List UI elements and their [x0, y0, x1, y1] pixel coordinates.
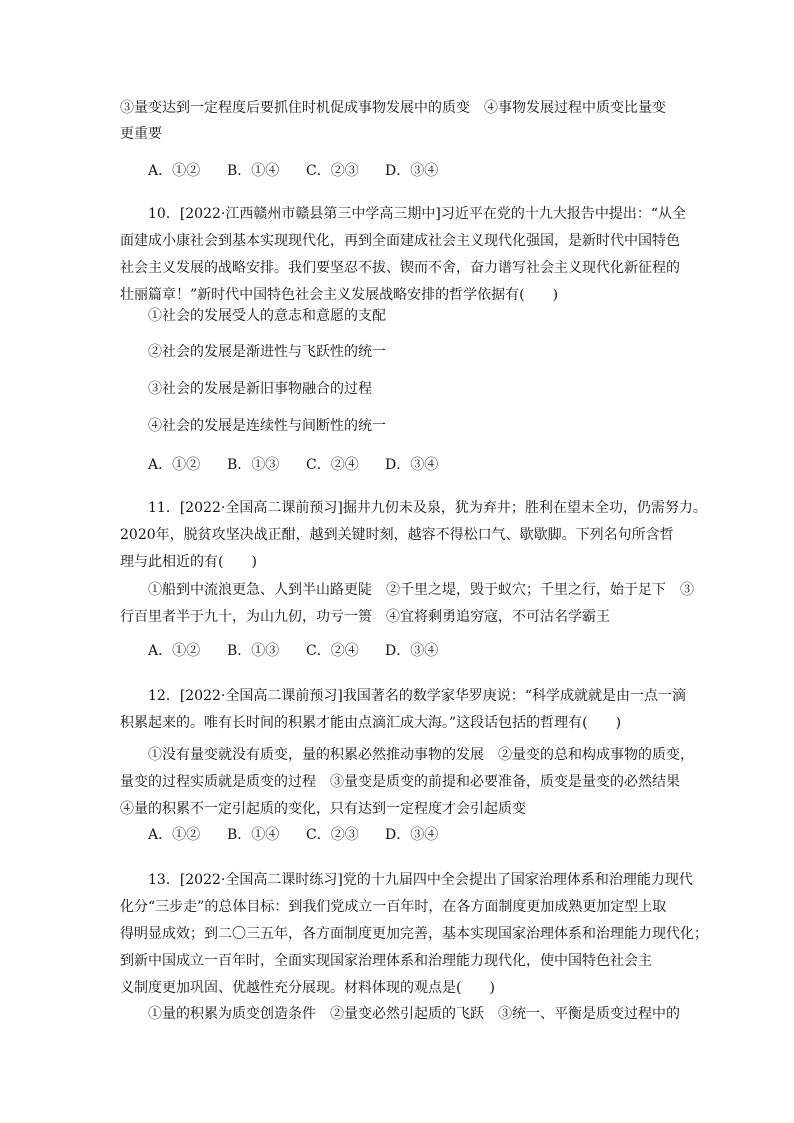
question-12 — [120, 686, 686, 733]
question-stem-line: 到新中国成立一百年时，全面实现国家治理体系和治理能力现代化，使中国特色社会主 — [120, 953, 652, 969]
question-stem-line: 13．[2022·全国高二课时练习]党的十九届四中全会提出了国家治理体系和治理能力现代 — [148, 872, 693, 888]
answer-option-d[interactable]: D．③④ — [385, 457, 439, 473]
answer-option-a[interactable]: A．①② — [148, 643, 201, 659]
statement-4: ④社会的发展是连续性与间断性的统一 — [148, 418, 386, 434]
answer-option-a[interactable]: A．①② — [148, 163, 201, 179]
answer-option-c[interactable]: C．②③ — [306, 827, 359, 843]
statements-11 — [120, 580, 694, 627]
question-stem-line: 义制度更加巩固、优越性充分展现。材料体现的观点是( ) — [120, 980, 495, 996]
question-stem-line: 面建成小康社会到基本实现现代化，再到全面建成社会主义现代化强国，是新时代中国特色 — [120, 233, 680, 249]
answer-option-b[interactable]: B．①③ — [227, 643, 280, 659]
answer-option-d[interactable]: D．③④ — [385, 163, 439, 179]
statement-line: ①船到中流浪更急、人到半山路更陡 ②千里之堤，毁于蚁穴；千里之行，始于足下 ③ — [148, 582, 694, 598]
statement-line: ①量的积累为质变创造条件 ②量变必然引起质的飞跃 ③统一、平衡是质变过程中的 — [148, 1006, 680, 1022]
question-stem-line: 壮丽篇章！”新时代中国特色社会主义发展战略安排的哲学依据有( ) — [120, 287, 559, 303]
answer-options — [148, 454, 464, 474]
answer-option-b[interactable]: B．①④ — [227, 163, 280, 179]
statement-3: ③社会的发展是新旧事物融合的过程 — [148, 381, 372, 397]
text-line: ③量变达到一定程度后要抓住时机促成事物发展中的质变 ④事物发展过程中质变比量变 — [120, 100, 666, 116]
question-stem-line: 12．[2022·全国高二课前预习]我国著名的数学家华罗庚说：“科学成就就是由一点一滴 — [148, 688, 686, 704]
question-stem-line: 理与此相近的有( ) — [120, 554, 257, 570]
question-stem-line: 得明显成效；到二〇三五年，各方面制度更加完善，基本实现国家治理体系和治理能力现代化； — [120, 926, 708, 942]
answer-option-c[interactable]: C．②③ — [306, 163, 359, 179]
question-stem-line: 11．[2022·全国高二课前预习]掘井九仞未及泉，犹为弃井；胜利在望未全功，仍需努力。 — [148, 500, 707, 516]
answer-option-b[interactable]: B．①③ — [227, 457, 280, 473]
question-stem-line: 化分“三步走”的总体目标：到我们党成立一百年时，在各方面制度更加成熟更加定型上取 — [120, 899, 667, 915]
answer-option-c[interactable]: C．②④ — [306, 643, 359, 659]
statement-line: 行百里者半于九十，为山九仞，功亏一篑 ④宜将剩勇追穷寇，不可沽名学霸王 — [120, 609, 610, 625]
question-stem-line: 积累起来的。唯有长时间的积累才能由点滴汇成大海。”这段话包括的哲理有( ) — [120, 715, 622, 731]
question-10 — [120, 204, 686, 305]
option-text-continued — [120, 98, 666, 144]
statement-line: ①没有量变就没有质变，量的积累必然推动事物的发展 ②量变的总和构成事物的质变， — [148, 747, 694, 763]
answer-option-d[interactable]: D．③④ — [385, 827, 439, 843]
statements-12 — [120, 745, 694, 819]
statement-line: 量变的过程实质就是质变的过程 ③量变是质变的前提和必要准备，质变是量变的必然结果 — [120, 774, 680, 790]
answer-option-c[interactable]: C．②④ — [306, 457, 359, 473]
question-13 — [120, 870, 708, 998]
statement-1: ①社会的发展受人的意志和意愿的支配 — [148, 308, 386, 324]
question-stem-line: 2020年，脱贫攻坚决战正酣，越到关键时刻，越容不得松口气、歇歇脚。下列名句所含哲 — [120, 527, 674, 543]
answer-option-d[interactable]: D．③④ — [385, 643, 439, 659]
question-stem-line: 10．[2022·江西赣州市赣县第三中学高三期中]习近平在党的十九大报告中提出：“从全 — [148, 206, 686, 222]
statement-line: ④量的积累不一定引起质的变化，只有达到一定程度才会引起质变 — [120, 801, 526, 817]
question-stem-line: 社会主义发展的战略安排。我们要坚忍不拔、锲而不舍，奋力谱写社会主义现代化新征程的 — [120, 260, 680, 276]
question-11 — [120, 498, 707, 572]
answer-options — [148, 160, 464, 180]
statement-2: ②社会的发展是渐进性与飞跃性的统一 — [148, 344, 386, 360]
answer-option-b[interactable]: B．①④ — [227, 827, 280, 843]
answer-options — [148, 824, 464, 844]
text-line: 更重要 — [120, 126, 162, 142]
answer-option-a[interactable]: A．①② — [148, 827, 201, 843]
answer-options — [148, 640, 464, 660]
answer-option-a[interactable]: A．①② — [148, 457, 201, 473]
